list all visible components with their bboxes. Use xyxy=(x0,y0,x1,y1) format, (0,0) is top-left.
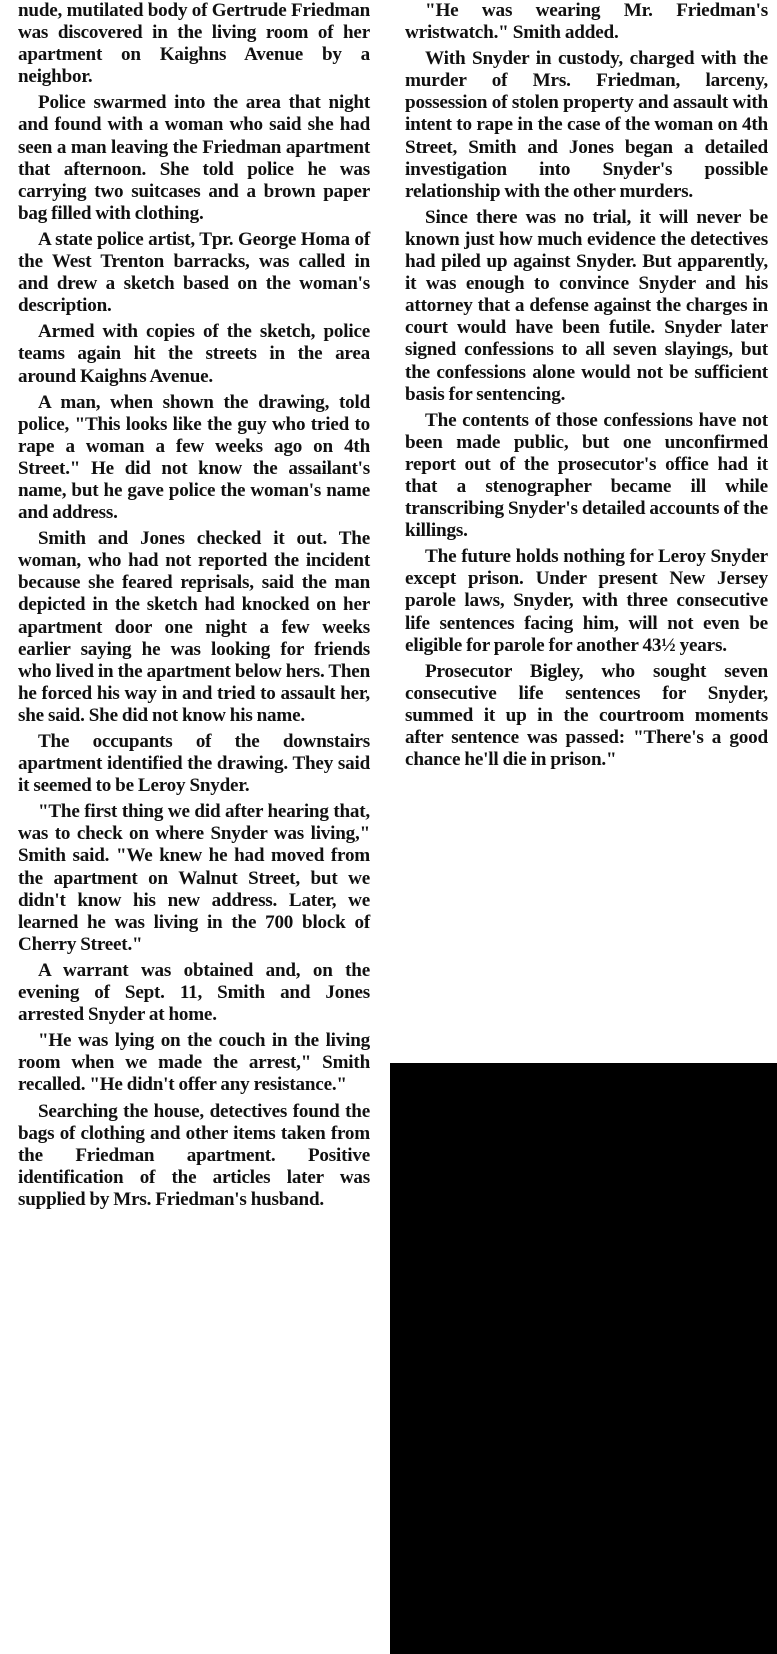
paragraph: "He was wearing Mr. Friedman's wristwatch." Smith added. xyxy=(405,0,768,44)
article-column-right xyxy=(405,0,768,771)
paragraph: Armed with copies of the sketch, police teams again hit the streets in the area around Kaighns Avenue. xyxy=(18,321,370,387)
paragraph: The future holds nothing for Leroy Snyder except prison. Under present New Jersey parole laws, Snyder, with three consecutive life sentences facing him, will not even be eligible for parole for another 43½ years. xyxy=(405,546,768,656)
paragraph: Searching the house, detectives found the bags of clothing and other items taken from the Friedman apartment. Positive identification of the articles later was supplied by Mrs. Friedman's husband. xyxy=(18,1100,370,1210)
paragraph: Smith and Jones checked it out. The woman, who had not reported the incident because she feared reprisals, said the man depicted in the sketch had knocked on her apartment door one night a few weeks earlier saying he was looking for friends who lived in the apartment below hers. Then he forced his way in and tried to assault her, she said. She did not know his name. xyxy=(18,528,370,726)
paragraph: A man, when shown the drawing, told police, "This looks like the guy who tried to rape a woman a few weeks ago on 4th Street." He did not know the assailant's name, but he gave police the woman's name and address. xyxy=(18,391,370,524)
paragraph: The occupants of the downstairs apartment identified the drawing. They said it seemed to be Leroy Snyder. xyxy=(18,731,370,797)
paragraph: "He was lying on the couch in the living room when we made the arrest," Smith recalled. "He didn't offer any resistance." xyxy=(18,1030,370,1096)
paragraph: "The first thing we did after hearing that, was to check on where Snyder was living," Smith said. "We knew he had moved from the apartment on Walnut Street, but we didn't know his new address. Later, we learned he was living in the 700 block of Cherry Street." xyxy=(18,801,370,955)
paragraph: A state police artist, Tpr. George Homa of the West Trenton barracks, was called in and drew a sketch based on the woman's description. xyxy=(18,228,370,317)
paragraph: The contents of those confessions have not been made public, but one unconfirmed report out of the prosecutor's office had it that a stenographer became ill while transcribing Snyder's detailed accounts of the killings. xyxy=(405,409,768,542)
article-column-left xyxy=(18,0,370,1211)
paragraph: Since there was no trial, it will never be known just how much evidence the detectives had piled up against Snyder. But apparently, it was enough to convince Snyder and his attorney that a defense against the charges in court would have been futile. Snyder later signed confessions to all seven slayings, but the confessions alone would not be sufficient basis for sentencing. xyxy=(405,206,768,405)
paragraph: With Snyder in custody, charged with the murder of Mrs. Friedman, larceny, possession of stolen property and assault with intent to rape in the case of the woman on 4th Street, Smith and Jones began a detailed investigation into Snyder's possible relationship with the other murders. xyxy=(405,48,768,202)
paragraph: Police swarmed into the area that night and found with a woman who said she had seen a man leaving the Friedman apartment that afternoon. She told police he was carrying two suitcases and a brown paper bag filled with clothing. xyxy=(18,92,370,224)
black-redaction-block xyxy=(390,1063,777,1654)
paragraph: Prosecutor Bigley, who sought seven consecutive life sentences for Snyder, summed it up in the courtroom moments after sentence was passed: "There's a good chance he'll die in prison." xyxy=(405,660,768,771)
paragraph: nude, mutilated body of Gertrude Friedman was discovered in the living room of her apartment on Kaighns Avenue by a neighbor. xyxy=(18,0,370,88)
paragraph: A warrant was obtained and, on the evening of Sept. 11, Smith and Jones arrested Snyder at home. xyxy=(18,959,370,1026)
